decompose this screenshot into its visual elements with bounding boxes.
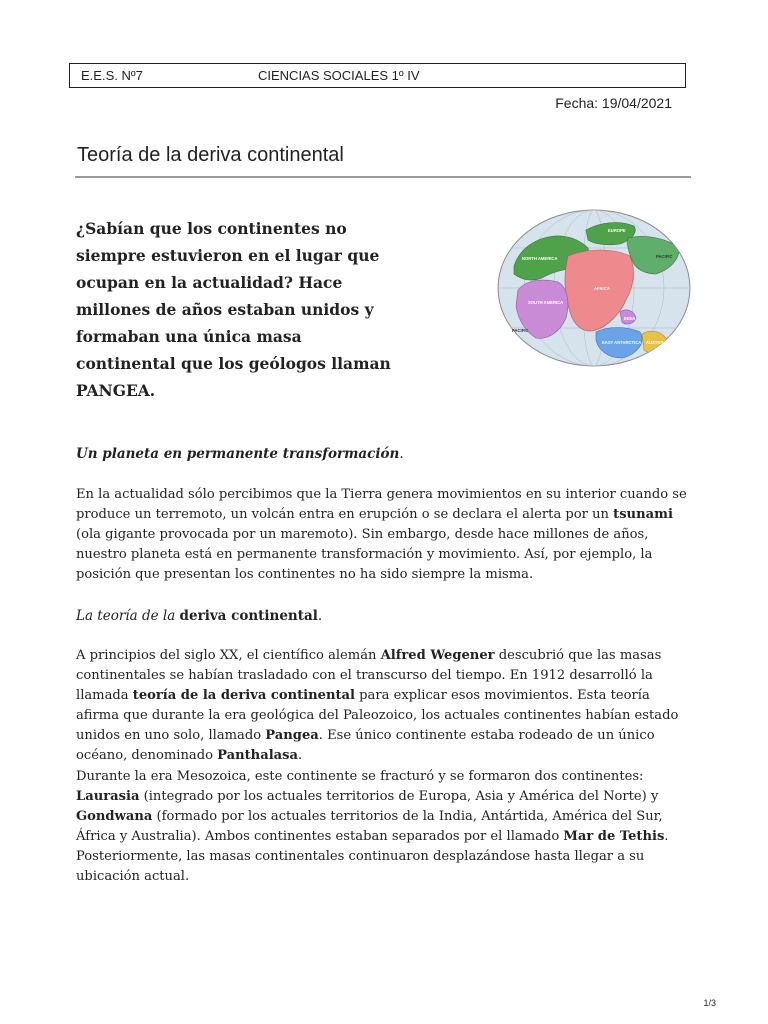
term-laurasia: Laurasia [76,789,140,805]
intro-text: ¿Sabían que los continentes no siempre estuvieron en el lugar que ocupan en la actualidad? Hace millones de años estaban unidos y formaban una única masa continental que los geólogos llaman PANGEA. [76,219,391,400]
section2-heading-period: . [317,608,323,624]
title-divider [75,176,691,178]
term-mar-de-tethis: Mar de Tethis [563,829,665,845]
label-pacific-left: PACIFIC [512,328,529,333]
s2p1-i: . [298,748,303,764]
subject-name: CIENCIAS SOCIALES 1º IV [258,68,420,83]
s2p1-c: descubrió que las masas continentales se habían trasladado con el transcurso del tiempo. En 1912 desarrolló la llamada [76,648,662,704]
label-india: INDIA [624,316,636,321]
term-tsunami: tsunami [613,507,673,523]
section2-paragraph-1 [76,646,692,767]
label-australia: AUSTRALIA [646,340,671,345]
section2-heading-intro: La teoría de la [76,608,180,624]
page-title: Teoría de la deriva continental [77,144,344,166]
s2p1-g: . Ese único continente estaba rodeado de un único océano, denominado [76,728,655,764]
section1-heading-text: Un planeta en permanente transformación [76,446,400,462]
label-pacific-right: PACIFIC [656,254,673,259]
s2p1-e: para explicar esos movimientos. Esta teoría afirma que durante la era geológica del Paleozoico, los actuales continentes habían estado unidos en uno solo, llamado [76,688,679,744]
term-gondwana: Gondwana [76,809,153,825]
section1-text-c: (ola gigante provocada por un maremoto). Sin embargo, desde hace millones de años, nuestro planeta está en permanente transformación y movimiento. Así, por ejemplo, la posición que presentan los continentes no ha sido siempre la misma. [76,527,653,583]
header-box [69,63,686,88]
term-pangea: Pangea [265,728,319,744]
section2-heading [76,606,322,626]
label-east-antarctica: EAST ANTARCTICA [602,340,642,345]
s2p1-a: A principios del siglo XX, el científico alemán [76,648,381,663]
s2p2-c: (integrado por los actuales territorios de Europa, Asia y América del Norte) y [139,789,659,805]
section1-heading [76,444,404,464]
section1-heading-period: . [399,446,404,462]
s2p2-e: (formado por los actuales territorios de la India, Antártida, América del Sur, África y Australia). Ambos continentes estaban separados por el llamado [76,809,663,845]
label-europe: EUROPE [608,228,626,233]
label-south-america: SOUTH AMERICA [528,300,564,305]
section1-paragraph [76,485,692,585]
school-name: E.E.S. Nº7 [81,68,143,83]
label-north-america: NORTH AMERICA [522,256,558,261]
label-africa: AFRICA [594,286,610,291]
section2-paragraph-2 [76,767,692,888]
term-deriva-continental: teoría de la deriva continental [132,688,355,704]
date: Fecha: 19/04/2021 [555,95,672,111]
page-number: 1/3 [703,998,716,1008]
s2p2-g: . Posteriormente, las masas continentales continuaron desplazándose hasta llegar a su ubicación actual. [76,829,669,885]
term-alfred-wegener: Alfred Wegener [380,648,495,663]
term-panthalasa: Panthalasa [217,748,299,764]
s2p2-a: Durante la era Mesozoica, este continente se fracturó y se formaron dos continentes: [76,769,644,784]
pangea-globe-illustration [496,208,692,368]
section2-heading-bold: deriva continental [179,608,318,624]
section1-text-a: En la actualidad sólo percibimos que la Tierra genera movimientos en su interior cuando se produce un terremoto, un volcán entra en erupción o se declara el alerta por un [76,487,687,523]
